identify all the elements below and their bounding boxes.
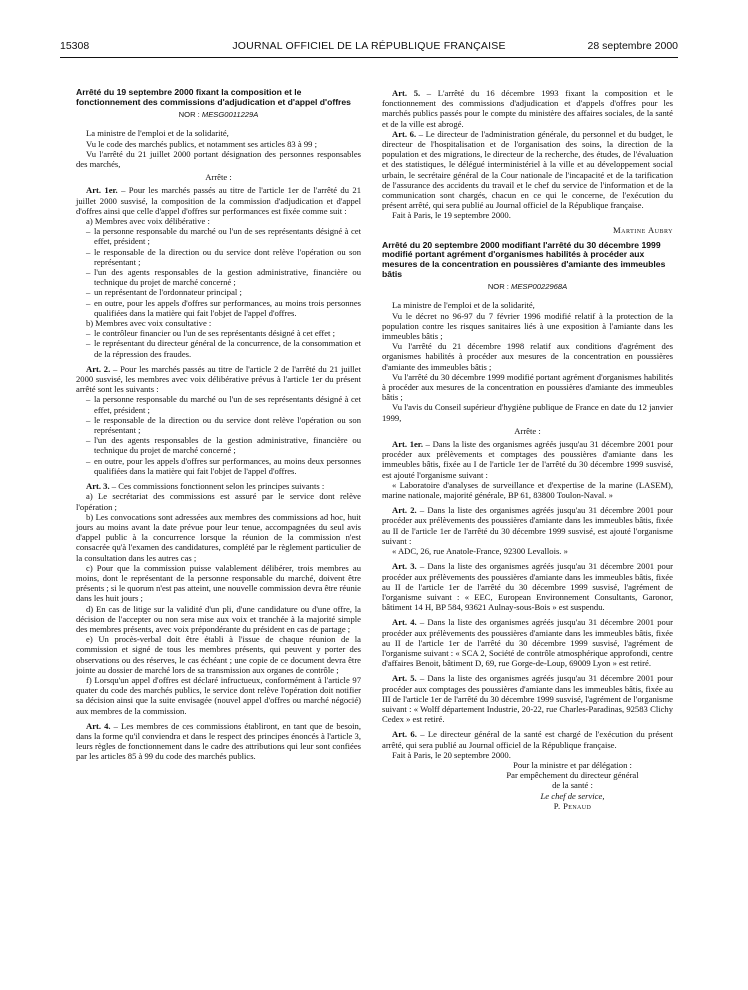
decree1-art3 xyxy=(76,481,361,491)
list-item: – l'un des agents responsables de la gestion administrative, financière ou technique du projet de marché concerné ; xyxy=(86,435,361,455)
decree2-art6-text: – Le directeur général de la santé est chargé de l'exécution du présent arrêté, qui sera publié au Journal officiel de la République française. xyxy=(382,729,673,750)
decree2-art2-label: Art. 2. xyxy=(392,505,417,516)
decree2-arrete: Arrête : xyxy=(514,425,541,436)
decree2-art4-label: Art. 4. xyxy=(392,617,417,628)
decree2-art4 xyxy=(382,617,673,668)
decree2-nor-label: NOR : xyxy=(487,282,512,292)
decree1-art3-text: – Ces commissions fonctionnent selon les principes suivants : xyxy=(109,481,325,492)
decree2-sig-line-2: Par empêchement du directeur général xyxy=(506,770,639,781)
decree1-art3-label: Art. 3. xyxy=(86,481,110,492)
decree2-art5 xyxy=(382,673,673,724)
decree1-art1-a-list xyxy=(76,226,361,318)
decree1-art6 xyxy=(382,129,673,211)
decree2-intro-2: Vu le décret no 96-97 du 7 février 1996 modifié relatif à la protection de la population contre les risques sanitaires liés à une exposition à l'amiante dans les immeubles bâtis ; xyxy=(382,310,673,342)
decree2-intro-4: Vu l'arrêté du 30 décembre 1999 modifié portant agrément d'organismes habilités à procéder aux mesures de la concentration en poussières d'amiante des immeubles bâtis ; xyxy=(382,371,673,403)
decree2-intro-1: La ministre de l'emploi et de la solidarité, xyxy=(392,300,535,311)
decree1-art3-c: c) Pour que la commission puisse valablement délibérer, trois membres au moins, dont le représentant de la personne responsable du marché, doivent être présents ; si le quorum n'est pas atteint, une nouvelle commission devra être réunie dans les huit jours ; xyxy=(76,562,361,604)
decree2-intro-5: Vu l'avis du Conseil supérieur d'hygiène publique de France en date du 12 janvier 1999, xyxy=(382,402,673,423)
decree2-sig-line-1: Pour la ministre et par délégation : xyxy=(513,759,632,770)
decree1-art4-text: – Les membres de ces commissions établiront, en tant que de besoin, dans la forme qu'il conviendra et dans le respect des principes énoncés à l'article 3, leurs règles de fonctionnement dans le cadre des attributions qui leur sont confiées par les articles 85 à 99 du code des marchés publics. xyxy=(76,720,362,762)
decree1-done: Fait à Paris, le 19 septembre 2000. xyxy=(392,210,511,221)
decree2-intro-3: Vu l'arrêté du 21 décembre 1998 relatif aux conditions d'agrément des organismes habilités à procéder aux mesures de la concentration en poussières d'amiante des immeubles bâtis ; xyxy=(382,341,673,372)
decree1-title: Arrêté du 19 septembre 2000 fixant la composition et le fonctionnement des commissions d'adjudication et d'appel d'offres xyxy=(76,87,351,107)
decree2-art2 xyxy=(382,505,673,546)
decree1-art2-label: Art. 2. xyxy=(86,363,111,374)
decree2-art1-text: – Dans la liste des organismes agréés jusqu'au 31 décembre 2001 pour procéder aux prélèvements et comptages des poussières d'amiante dans les immeubles bâtis, fixée au I de l'article 1er de l'arrêté du 30 décembre 1999 susvisé, est ajouté l'organisme suivant : xyxy=(382,439,673,480)
decree1-art5-text: – L'arrêté du 16 décembre 1993 fixant la composition et le fonctionnement des commissions d'adjudication et d'appels d'offres pour les marchés publics passés pour le compte du ministère des affaires sociales, de la santé et de la ville est abrogé. xyxy=(382,88,673,129)
decree2-art1-quote: « Laboratoire d'analyses de surveillance et d'expertise de la marine (LASEM), marine nationale, majorité générale, BP 61, 83800 Toulon-Naval. » xyxy=(382,479,673,501)
decree1-art4-label: Art. 4. xyxy=(86,720,111,731)
list-item: – le représentant du directeur général de la concurrence, de la consommation et de la répression des fraudes. xyxy=(86,338,361,358)
decree1-art3-a: a) Le secrétariat des commissions est assuré par le service dont relève l'opération ; xyxy=(76,491,361,512)
decree1-signature: Martine Aubry xyxy=(613,224,673,235)
decree1-art4 xyxy=(76,721,361,762)
list-item: – la personne responsable du marché ou l'un de ses représentants désigné à cet effet, président ; xyxy=(86,394,361,414)
decree2-art1-label: Art. 1er. xyxy=(392,439,423,450)
page-header xyxy=(60,40,678,56)
page-number: 15308 xyxy=(60,40,90,52)
decree1-art1-text: – Pour les marchés passés au titre de l'article 1er de l'arrêté du 21 juillet 2000 susvisé, la composition de la commission d'adjudication et d'appel d'offres ainsi que celle d'appel d'offres sur performances est fixée comme suit : xyxy=(76,185,361,216)
header-rule xyxy=(60,57,678,58)
decree1-art1-label: Art. 1er. xyxy=(86,185,118,196)
decree2-art2-text: – Dans la liste des organismes agréés jusqu'au 31 décembre 2001 pour procéder aux prélèvements des poussières d'amiante dans les immeubles bâtis, fixée au II de l'article 1er de l'arrêté du 30 décembre 1999 susvisé, est ajouté l'organisme suivant : xyxy=(382,505,673,546)
decree1-art6-label: Art. 6. xyxy=(392,128,417,139)
decree1-nor xyxy=(76,110,361,120)
list-item: – la personne responsable du marché ou l'un de ses représentants désigné à cet effet, président ; xyxy=(86,226,361,246)
list-item: – l'un des agents responsables de la gestion administrative, financière ou technique du projet de marché concerné ; xyxy=(86,267,361,287)
decree1-intro-1: La ministre de l'emploi et de la solidarité, xyxy=(86,128,229,139)
decree2-art3-text: – Dans la liste des organismes agréés jusqu'au 31 décembre 2001 pour procéder aux prélèvements des poussières d'amiante dans les immeubles bâtis, fixée au II de l'article 1er de l'arrêté du 30 décembre 1999 susvisé, l'agrément de l'organisme suivant : « EEC, European Environnement Consultants, Garonor, bâtiment 14 H, BP 584, 93621 Aulnay-sous-Bois » est suspendu. xyxy=(382,561,673,613)
decree1-art2 xyxy=(76,364,361,395)
list-item: – en outre, pour les appels d'offres sur performances, au moins trois personnes qualifiées dans la matière qui fait l'objet de l'appel d'offres. xyxy=(86,298,361,318)
decree2-art5-label: Art. 5. xyxy=(392,673,417,684)
decree1-art1-b-list xyxy=(76,328,361,359)
decree2-signature-block xyxy=(472,760,673,811)
list-item: – le responsable de la direction ou du service dont relève l'opération ou son représentant ; xyxy=(86,247,361,267)
issue-date: 28 septembre 2000 xyxy=(587,40,678,52)
list-item: – un représentant de l'ordonnateur principal ; xyxy=(86,287,361,297)
left-column xyxy=(76,88,361,762)
decree1-art1-b: b) Membres avec voix consultative : xyxy=(86,318,212,329)
decree2-art3 xyxy=(382,561,673,612)
decree2-art1 xyxy=(382,439,673,480)
decree1-art3-e: e) Un procès-verbal doit être établi à l'issue de chaque réunion de la commission et signé de tous les membres présents, qui peuvent y porter des observations ou des réserves, le cas échéant ; une copie de ce document devra être jointe au dossier de marché lors de sa transmission aux organes de contrôle ; xyxy=(76,634,361,675)
right-column xyxy=(382,88,673,811)
decree1-art1 xyxy=(76,185,361,216)
decree2-sig-name: P. Penaud xyxy=(553,800,592,811)
list-item: – en outre, pour les appels d'offres sur performances, au moins deux personnes qualifiées dans la matière qui fait l'objet de l'appel d'offres. xyxy=(86,456,361,476)
decree2-sig-line-3: de la santé : xyxy=(552,780,593,791)
decree2-nor-code: MESP0022968A xyxy=(511,282,568,292)
decree2-art4-text: – Dans la liste des organismes agréés jusqu'au 31 décembre 2001 pour procéder aux prélèvements des poussières d'amiante dans les immeubles bâtis, fixée au II de l'article 1er de l'arrêté du 30 décembre 1999 susvisé, l'agrément de l'organisme suivant : « SCA 2, Société de contrôle atmosphérique approfondi, centre d'affaires Benoit, bâtiment D, 69, rue Gorge-de-Loup, 69009 Lyon » est retiré. xyxy=(382,617,673,669)
decree1-intro-2: Vu le code des marchés publics, et notamment ses articles 83 à 99 ; xyxy=(86,138,317,149)
decree1-art1-a: a) Membres avec voix délibérative : xyxy=(86,216,210,227)
journal-title: JOURNAL OFFICIEL DE LA RÉPUBLIQUE FRANÇAISE xyxy=(232,40,506,52)
decree1-intro-3: Vu l'arrêté du 21 juillet 2000 portant désignation des personnes responsables des marchés, xyxy=(76,148,361,169)
decree2-art6 xyxy=(382,729,673,749)
decree2-title: Arrêté du 20 septembre 2000 modifiant l'arrêté du 30 décembre 1999 modifié portant agrément d'organismes habilités à procéder aux mesures de la concentration en poussières d'amiante des immeubles bâtis xyxy=(382,239,666,279)
decree1-art2-list xyxy=(76,394,361,476)
decree2-art5-text: – Dans la liste des organismes agréés jusqu'au 31 décembre 2001 pour procéder aux comptages des poussières d'amiante dans les immeubles bâtis, fixée au III de l'article 1er de l'arrêté du 30 décembre 1999 susvisé, l'agrément de l'organisme suivant : « Wolff département Industrie, 20-22, rue Charles-Paradinas, 92583 Clichy Cedex » est retiré. xyxy=(382,673,673,725)
decree1-art3-b: b) Les convocations sont adressées aux membres des commissions ad hoc, huit jours au moins avant la date prévue pour leur tenue, accompagnées du seul avis d'appel public à la concurrence lorsque la réunion de la commission n'est consacrée qu'à l'examen des candidatures, complété par le règlement particulier de la consultation dans les autres cas ; xyxy=(76,511,361,563)
decree1-art2-text: – Pour les marchés passés au titre de l'article 2 de l'arrêté du 21 juillet 2000 susvisé, les membres avec voix délibérative prévus à l'article 1er du présent arrêté sont les suivants : xyxy=(76,363,362,395)
list-item: – le responsable de la direction ou du service dont relève l'opération ou son représentant ; xyxy=(86,415,361,435)
decree1-art5 xyxy=(382,88,673,129)
decree1-nor-code: MESG0011229A xyxy=(201,110,259,120)
decree1-nor-label: NOR : xyxy=(178,110,202,120)
decree2-art2-quote: « ADC, 26, rue Anatole-France, 92300 Levallois. » xyxy=(392,546,568,557)
decree2-art6-label: Art. 6. xyxy=(392,729,417,740)
list-item: – le contrôleur financier ou l'un de ses représentants désigné à cet effet ; xyxy=(86,328,361,338)
decree1-art3-f: f) Lorsqu'un appel d'offres est déclaré infructueux, conformément à l'article 97 quater du code des marchés publics, le service dont relève l'opération doit notifier sa décision ainsi que la suite envisagée (nouvel appel d'offres ou marché négocié) aux membres de la commission. xyxy=(76,674,361,716)
decree1-arrete: Arrête : xyxy=(205,172,232,183)
decree2-art3-label: Art. 3. xyxy=(392,561,417,572)
decree2-done: Fait à Paris, le 20 septembre 2000. xyxy=(392,749,511,760)
decree2-sig-role: Le chef de service, xyxy=(540,790,605,801)
decree2-nor xyxy=(382,282,673,292)
decree1-art6-text: – Le directeur de l'administration générale, du personnel et du budget, le directeur de l'hospitalisation et de l'organisation des soins, la direction de la population et des migrations, le directeur de la recherche, des études, de l'évaluation et des statistiques, le délégué interministériel à la ville et au développement social urbain, le secrétaire général de la Cour nationale de l'incapacité et de la tarification de l'assurance des accidents du travail et le chef du service de l'information et de la communication sont chargés, chacun en ce qui le concerne, de l'exécution du présent arrêté, qui sera publié au Journal officiel de la République française. xyxy=(382,128,673,211)
decree1-art5-label: Art. 5. xyxy=(392,88,421,98)
decree1-art3-d: d) En cas de litige sur la validité d'un pli, d'une candidature ou d'une offre, la décision de l'accepter ou non sera mise aux voix et tranchée à la majorité simple des membres présents, avec voix prépondérante du président en cas de partage ; xyxy=(76,603,361,634)
